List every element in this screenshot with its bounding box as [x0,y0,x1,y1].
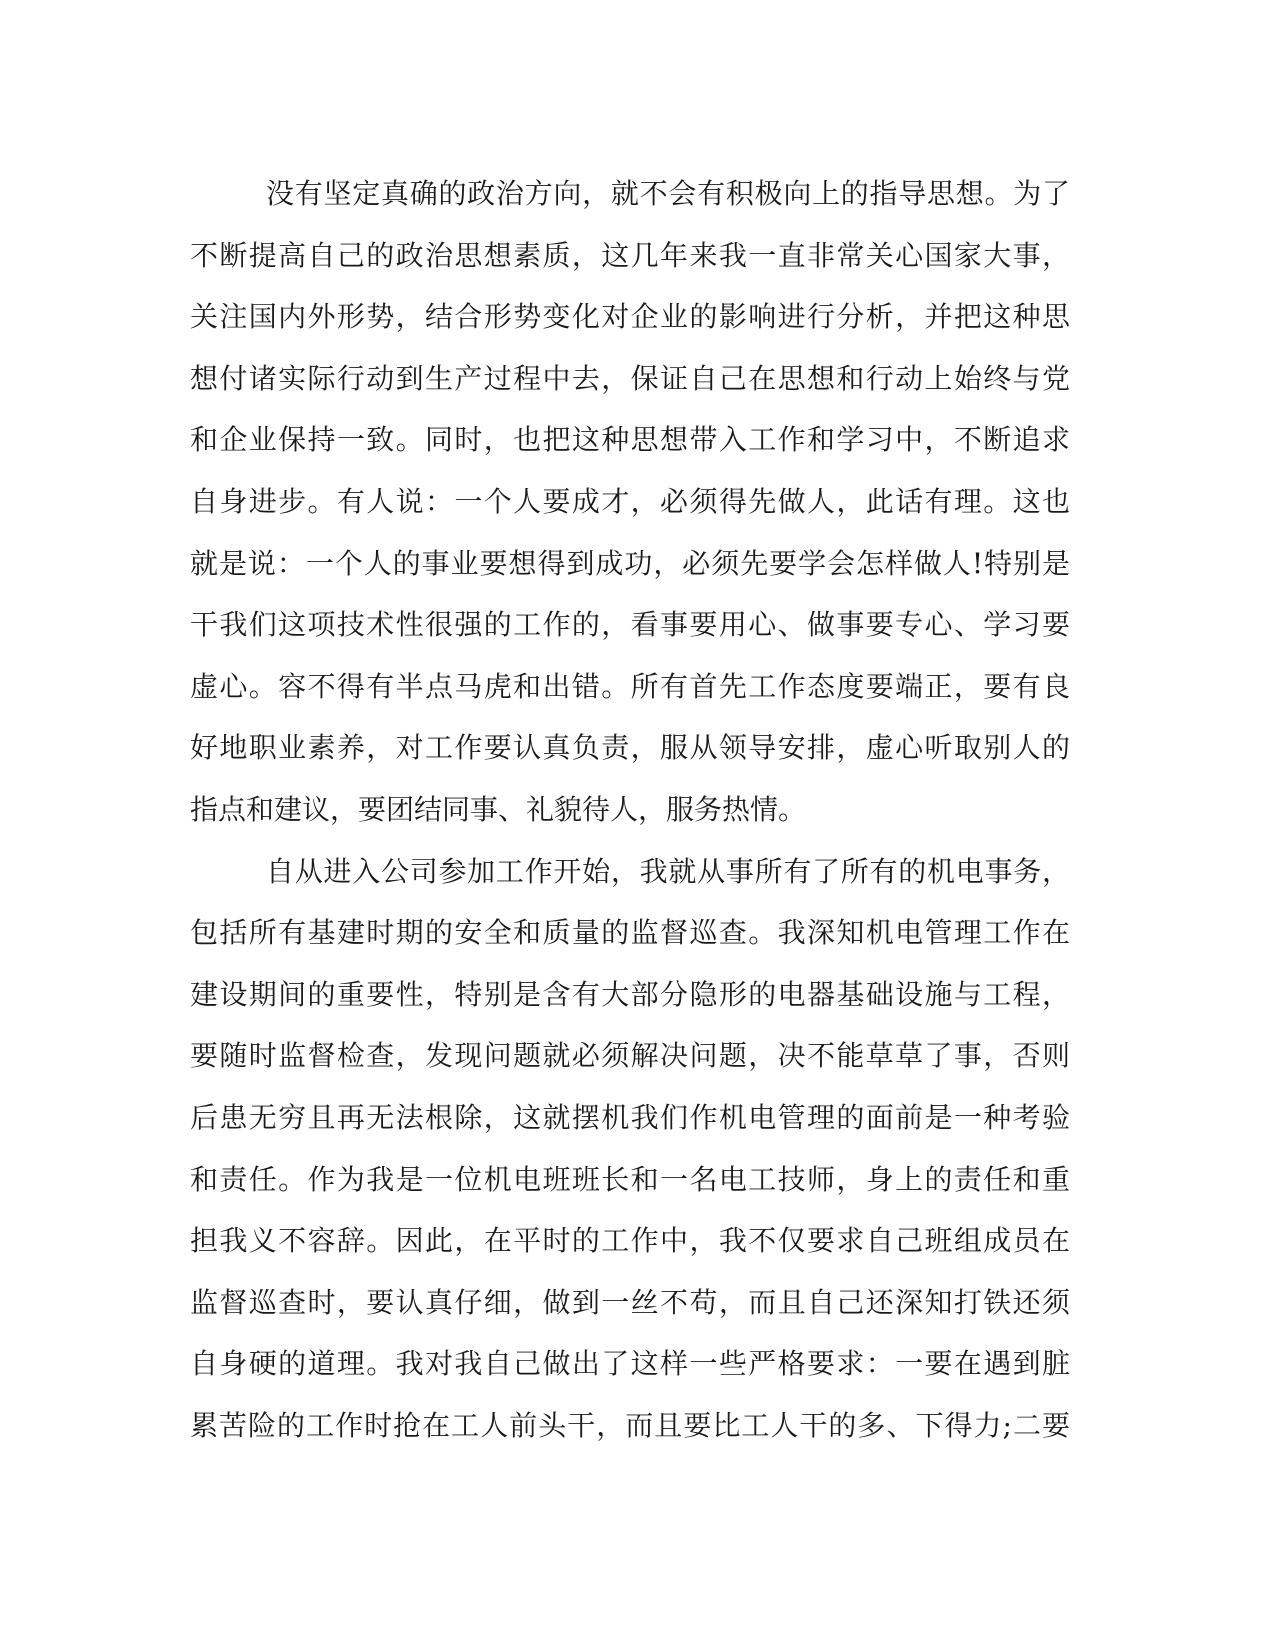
paragraph-2-line-2: 包括所有基建时期的安全和质量的监督巡查。我深知机电管理工作在 [190,916,1070,950]
paragraph-1-line-8: 干我们这项技术性很强的工作的，看事要用心、做事要专心、学习要 [190,608,1070,642]
document-body [190,163,1070,1456]
paragraph-1-line-1: 没有坚定真确的政治方向，就不会有积极向上的指导思想。为了 [266,177,1070,210]
paragraph-1-line-6: 自身进步。有人说：一个人要成才，必须得先做人，此话有理。这也 [190,484,1070,518]
paragraph-1-line-9: 虚心。容不得有半点马虎和出错。所有首先工作态度要端正，要有良 [190,669,1070,703]
paragraph-1-line-7: 就是说：一个人的事业要想得到成功，必须先要学会怎样做人!特别是 [190,546,1070,580]
paragraph-2-line-8: 监督巡查时，要认真仔细，做到一丝不苟，而且自己还深知打铁还须 [190,1285,1070,1319]
paragraph-2-line-10: 累苦险的工作时抢在工人前头干，而且要比工人干的多、下得力;二要 [190,1408,1070,1442]
paragraph-2-line-6: 和责任。作为我是一位机电班班长和一名电工技师，身上的责任和重 [190,1162,1070,1196]
paragraph-1-line-5: 和企业保持一致。同时，也把这种思想带入工作和学习中，不断追求 [190,423,1070,457]
paragraph-1-line-10: 好地职业素养，对工作要认真负责，服从领导安排，虚心听取别人的 [190,731,1070,765]
paragraph-1-line-3: 关注国内外形势，结合形势变化对企业的影响进行分析，并把这种思 [190,300,1070,334]
paragraph-2-line-7: 担我义不容辞。因此，在平时的工作中，我不仅要求自己班组成员在 [190,1224,1070,1258]
paragraph-1-line-2: 不断提高自己的政治思想素质，这几年来我一直非常关心国家大事， [190,238,1070,272]
paragraph-2-line-5: 后患无穷且再无法根除，这就摆机我们作机电管理的面前是一种考验 [190,1100,1070,1134]
paragraph-2-line-3: 建设期间的重要性，特别是含有大部分隐形的电器基础设施与工程， [190,977,1070,1011]
paragraph-2-line-4: 要随时监督检查，发现问题就必须解决问题，决不能草草了事，否则 [190,1039,1070,1073]
paragraph-1-line-4: 想付诸实际行动到生产过程中去，保证自己在思想和行动上始终与党 [190,361,1070,395]
paragraph-1-line-11: 指点和建议，要团结同事、礼貌待人，服务热情。 [190,792,807,826]
paragraph-2-line-1: 自从进入公司参加工作开始，我就从事所有了所有的机电事务， [266,854,1070,888]
paragraph-2-line-9: 自身硬的道理。我对我自己做出了这样一些严格要求：一要在遇到脏 [190,1347,1070,1381]
